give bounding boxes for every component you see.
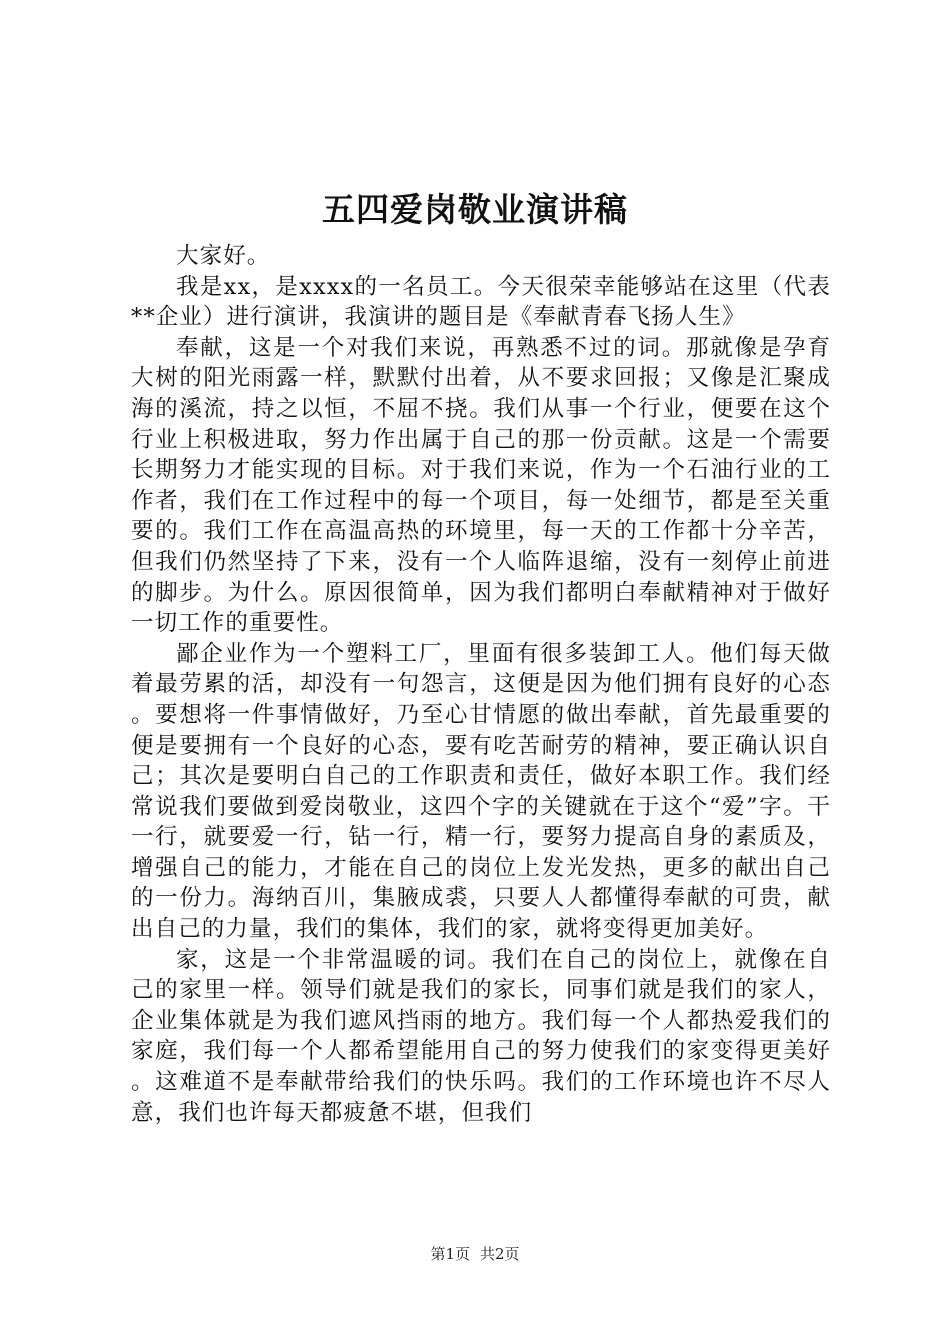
paragraph-greeting: 大家好。 — [176, 243, 271, 269]
page-footer — [0, 1244, 950, 1264]
page-number-current: 第1页 — [430, 1245, 470, 1263]
paragraph-attitude: 鄙企业作为一个塑料工厂，里面有很多装卸工人。他们每天做着最劳累的活，却没有一句怨言，这便是因为他们拥有良好的心态。要想将一件事情做好，乃至心甘情愿的做出奉献，首先最重要的便是要拥有一个良好的心态，要有吃苦耐劳的精神，要正确认识自己；其次是要明白自己的工作职责和责任，做好本职工作。我们经常说我们要做到爱岗敬业，这四个字的关键就在于这个“爱”字。干一行，就要爱一行，钻一行，精一行，要努力提高自身的素质及，增强自己的能力，才能在自己的岗位上发光发热，更多的献出自己的一份力。海纳百川，集腋成裘，只要人人都懂得奉献的可贵，献出自己的力量，我们的集体，我们的家，就将变得更加美好。 — [131, 640, 831, 943]
paragraph-introduction: 我是xx，是xxxx的一名员工。今天很荣幸能够站在这里（代表**企业）进行演讲，我演讲的题目是《奉献青春飞扬人生》 — [131, 273, 831, 331]
paragraph-home: 家，这是一个非常温暖的词。我们在自己的岗位上，就像在自己的家里一样。领导们就是我们的家长，同事们就是我们的家人，企业集体就是为我们遮风挡雨的地方。我们每一个人都热爱我们的家庭，我们每一个人都希望能用自己的努力使我们的家变得更美好。这难道不是奉献带给我们的快乐吗。我们的工作环境也许不尽人意，我们也许每天都疲惫不堪，但我们 — [131, 946, 831, 1126]
page-number-total: 共2页 — [480, 1245, 520, 1263]
document-title: 五四爱岗敬业演讲稿 — [322, 190, 628, 229]
document-body — [131, 241, 831, 1128]
paragraph-dedication: 奉献，这是一个对我们来说，再熟悉不过的词。那就像是孕育大树的阳光雨露一样，默默付出着，从不要求回报；又像是汇聚成海的溪流，持之以恒，不屈不挠。我们从事一个行业，便要在这个行业上积极进取，努力作出属于自己的那一份贡献。这是一个需要长期努力才能实现的目标。对于我们来说，作为一个石油行业的工作者，我们在工作过程中的每一个项目，每一处细节，都是至关重要的。我们工作在高温高热的环境里，每一天的工作都十分辛苦，但我们仍然坚持了下来，没有一个人临阵退缩，没有一刻停止前进的脚步。为什么。原因很简单，因为我们都明白奉献精神对于做好一切工作的重要性。 — [131, 334, 831, 637]
